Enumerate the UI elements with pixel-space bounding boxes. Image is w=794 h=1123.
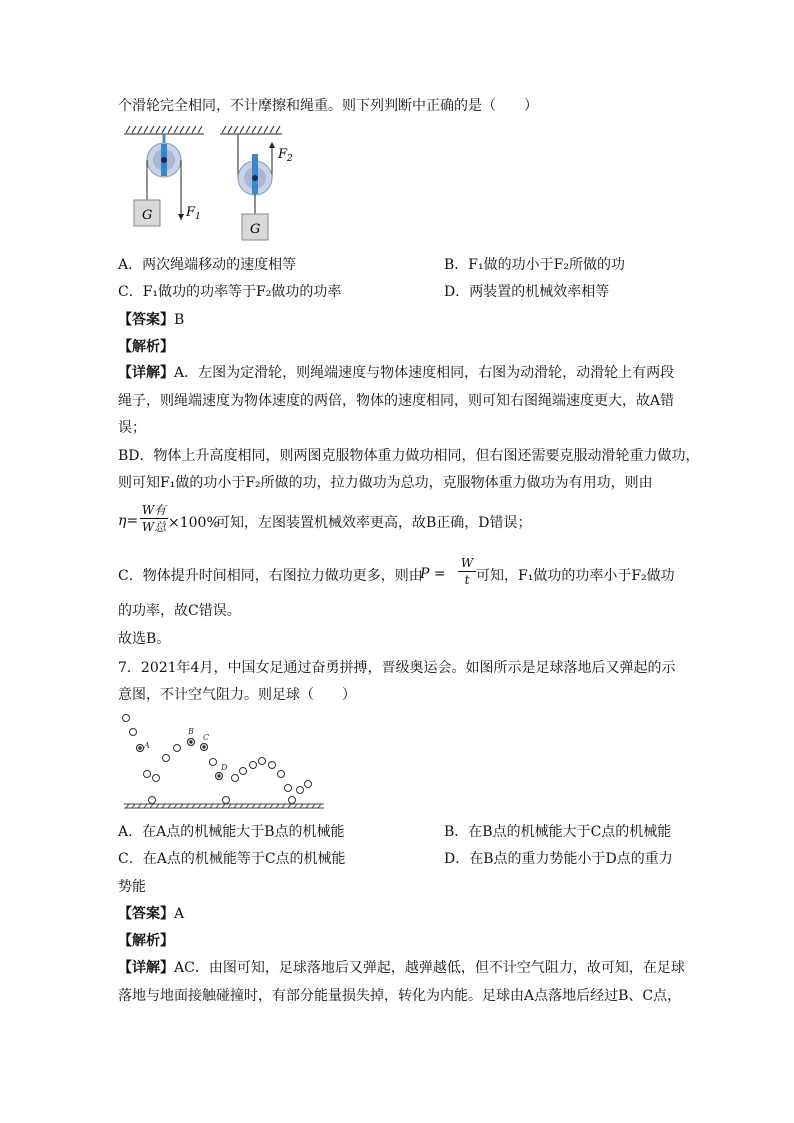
f2-label: $F_2$ xyxy=(278,147,293,164)
q6-detail-c-2: 的功率，故C错误。 xyxy=(118,603,241,619)
q6-detail-c-1a: C．物体提升时间相同，右图拉力做功更多，则由 xyxy=(118,568,423,584)
q6-answer xyxy=(118,310,184,330)
q7-analysis-tag: 【解析】 xyxy=(118,933,174,949)
q7-option-b: B．在B点的机械能大于C点的机械能 xyxy=(444,824,672,840)
left-ceiling xyxy=(124,126,204,134)
eta-times: ×100% xyxy=(168,515,220,531)
q6-detail-bd-2: 则可知F₁做的功小于F₂所做的功，拉力做功为总功，克服物体重力做功为有用功，则由 xyxy=(118,475,653,491)
q7-stem-1: 7．2021年4月，中国女足通过奋勇拼搏，晋级奥运会。如图所示是足球落地后又弹起的示 xyxy=(118,660,676,676)
q6-option-b: B．F₁做的功小于F₂所做的功 xyxy=(444,257,625,273)
q7-option-d-cont: 势能 xyxy=(118,879,146,895)
label-b: B xyxy=(188,727,194,736)
label-d: D xyxy=(221,763,228,772)
q6-stem: 个滑轮完全相同，不计摩擦和绳重。则下列判断中正确的是（ ） xyxy=(118,98,538,114)
q7-detail-1 xyxy=(118,958,685,978)
q7-detail-1-text: AC．由图可知，足球落地后又弹起，越弹越低，但不计空气阻力，故可知，在足球 xyxy=(174,960,685,976)
right-weight-label: G xyxy=(250,222,261,237)
q7-answer xyxy=(118,904,184,924)
q7-option-d: D．在B点的重力势能小于D点的重力 xyxy=(444,851,673,867)
eta-denominator: W总 xyxy=(141,520,167,534)
q6-detail-c-1b: 可知，F₁做功的功率小于F₂做功 xyxy=(476,568,675,584)
q6-detail-a-2: 绳子，则绳端速度为物体速度的两倍，物体的速度相同，则可知右图绳端速度更大，故A错 xyxy=(118,393,675,409)
power-fraction xyxy=(458,556,476,587)
eta-fraction-bar xyxy=(140,518,168,519)
q7-answer-value: A xyxy=(174,906,185,922)
point-c xyxy=(201,744,208,751)
q6-detail-bd-1: BD．物体上升高度相同，则两图克服物体重力做功相同，但右图还需要克服动滑轮重力做功， xyxy=(118,448,700,464)
eta-fraction xyxy=(140,503,168,534)
q6-answer-value: B xyxy=(174,312,185,328)
point-d xyxy=(216,773,223,780)
power-numerator: W xyxy=(460,556,474,570)
point-b xyxy=(188,739,195,746)
q6-option-d: D．两装置的机械效率相等 xyxy=(444,284,610,300)
right-ceiling xyxy=(220,126,282,134)
f1-label: $F_1$ xyxy=(186,205,201,222)
eta-numerator: W有 xyxy=(141,503,167,517)
eta-symbol: η= xyxy=(118,513,139,529)
q6-detail-a-3: 误； xyxy=(118,420,146,436)
label-a: A xyxy=(144,741,150,750)
q6-analysis-tag: 【解析】 xyxy=(118,339,174,355)
q6-detail-a-1-text: A．左图为定滑轮，则绳端速度与物体速度相同，右图为动滑轮，动滑轮上有两段 xyxy=(174,365,675,381)
q7-option-a: A．在A点的机械能大于B点的机械能 xyxy=(118,824,345,840)
q6-option-a: A．两次绳端移动的速度相等 xyxy=(118,257,297,273)
q6-answer-tag: 【答案】 xyxy=(118,312,174,328)
power-symbol: P = xyxy=(420,566,446,582)
label-c: C xyxy=(203,733,210,742)
power-fraction-bar xyxy=(458,571,476,572)
bouncing-ball-figure xyxy=(118,708,328,814)
q7-answer-tag: 【答案】 xyxy=(118,906,174,922)
q6-detail-bd-3: 可知，左图装置机械效率更高，故B正确，D错误； xyxy=(216,515,532,531)
ground xyxy=(124,804,324,808)
q7-stem-2: 意图，不计空气阻力。则足球（ ） xyxy=(118,687,356,703)
q7-detail-2: 落地与地面接触碰撞时，有部分能量损失掉，转化为内能。足球由A点落地后经过B、C点， xyxy=(118,988,682,1004)
q6-option-c: C．F₁做功的功率等于F₂做功的功率 xyxy=(118,284,342,300)
left-weight-label: G xyxy=(142,208,153,223)
q6-conclusion: 故选B。 xyxy=(118,631,171,647)
pulley-figure xyxy=(118,124,318,246)
q6-detail-a-1 xyxy=(118,363,674,383)
q6-detail-tag: 【详解】 xyxy=(118,365,174,381)
power-denominator: t xyxy=(464,573,470,587)
point-a xyxy=(137,745,144,752)
q7-option-c: C．在A点的机械能等于C点的机械能 xyxy=(118,851,346,867)
q7-detail-tag: 【详解】 xyxy=(118,960,174,976)
